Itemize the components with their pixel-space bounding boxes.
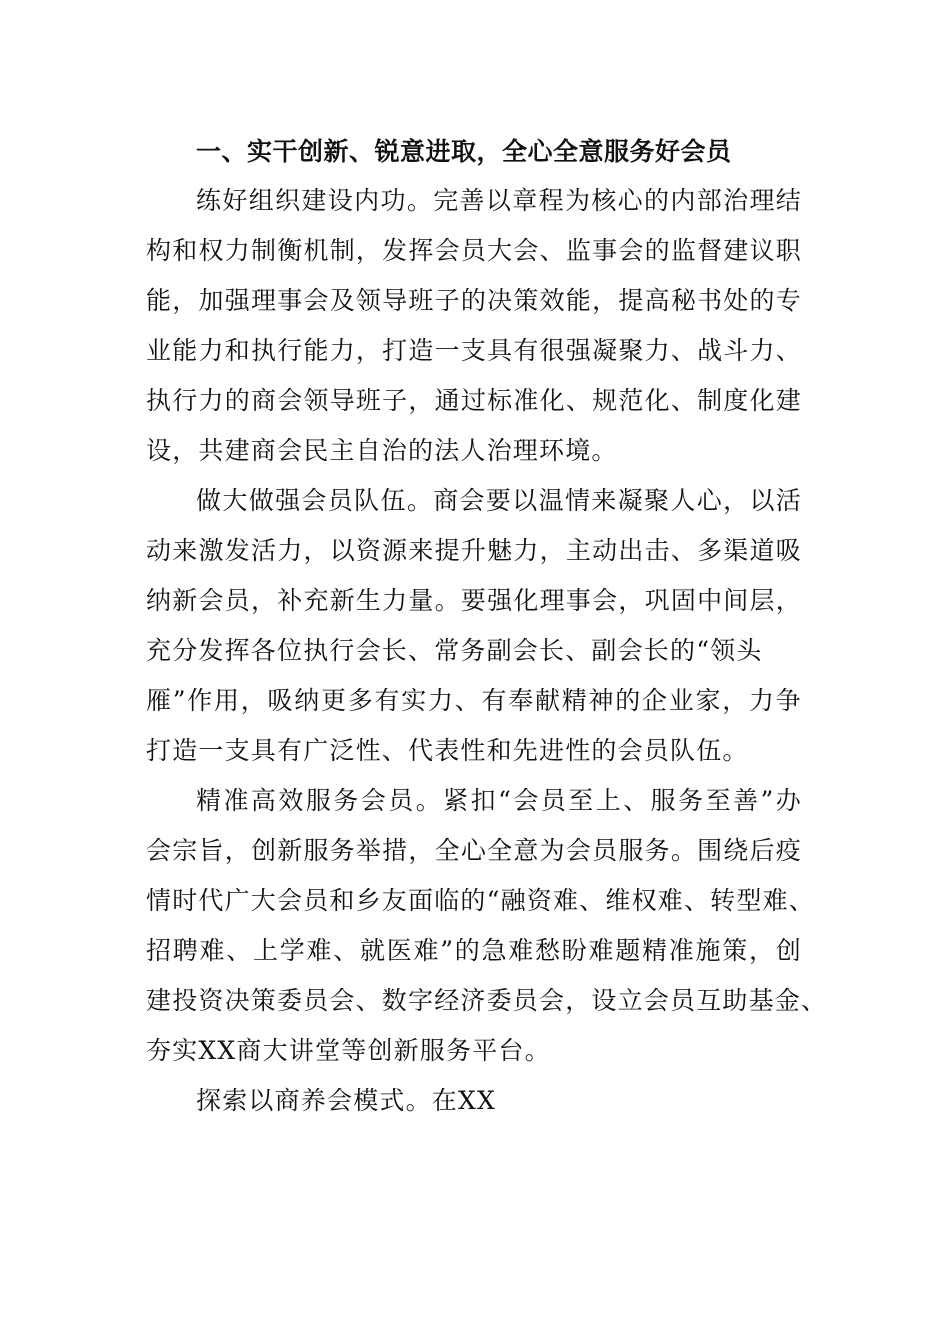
paragraph-line: 动来激发活力，以资源来提升魅力，主动出击、多渠道吸 bbox=[146, 536, 802, 565]
paragraph-line: 能，加强理事会及领导班子的决策效能，提高秘书处的专 bbox=[146, 286, 802, 315]
paragraph-line: 情时代广大会员和乡友面临的“融资难、维权难、转型难、 bbox=[146, 886, 815, 915]
paragraph-line: 构和权力制衡机制，发挥会员大会、监事会的监督建议职 bbox=[146, 236, 802, 265]
paragraph-line: 会宗旨，创新服务举措，全心全意为会员服务。围绕后疫 bbox=[146, 836, 802, 865]
paragraph-line: 夯实XX商大讲堂等创新服务平台。 bbox=[146, 1036, 551, 1065]
section-heading: 一、实干创新、锐意进取，全心全意服务好会员 bbox=[196, 137, 732, 166]
paragraph-line: 探索以商养会模式。在XX bbox=[196, 1086, 496, 1115]
body-text bbox=[146, 176, 828, 1126]
paragraph-line: 建投资决策委员会、数字经济委员会，设立会员互助基金、 bbox=[146, 986, 828, 1015]
paragraph-line: 练好组织建设内功。完善以章程为核心的内部治理结 bbox=[196, 186, 802, 215]
paragraph-line: 执行力的商会领导班子，通过标准化、规范化、制度化建 bbox=[146, 386, 802, 415]
paragraph-line: 做大做强会员队伍。商会要以温情来凝聚人心，以活 bbox=[196, 486, 802, 515]
paragraph-line: 精准高效服务会员。紧扣“会员至上、服务至善”办 bbox=[196, 786, 802, 815]
paragraph-line: 设，共建商会民主自治的法人治理环境。 bbox=[146, 436, 618, 465]
paragraph-line: 雁”作用，吸纳更多有实力、有奉献精神的企业家，力争 bbox=[146, 686, 802, 715]
paragraph-line: 招聘难、上学难、就医难”的急难愁盼难题精准施策，创 bbox=[146, 936, 802, 965]
paragraph-line: 充分发挥各位执行会长、常务副会长、副会长的“领头 bbox=[146, 636, 763, 665]
paragraph-line: 业能力和执行能力，打造一支具有很强凝聚力、战斗力、 bbox=[146, 336, 802, 365]
paragraph-line: 纳新会员，补充新生力量。要强化理事会，巩固中间层， bbox=[146, 586, 802, 615]
paragraph-line: 打造一支具有广泛性、代表性和先进性的会员队伍。 bbox=[146, 736, 749, 765]
